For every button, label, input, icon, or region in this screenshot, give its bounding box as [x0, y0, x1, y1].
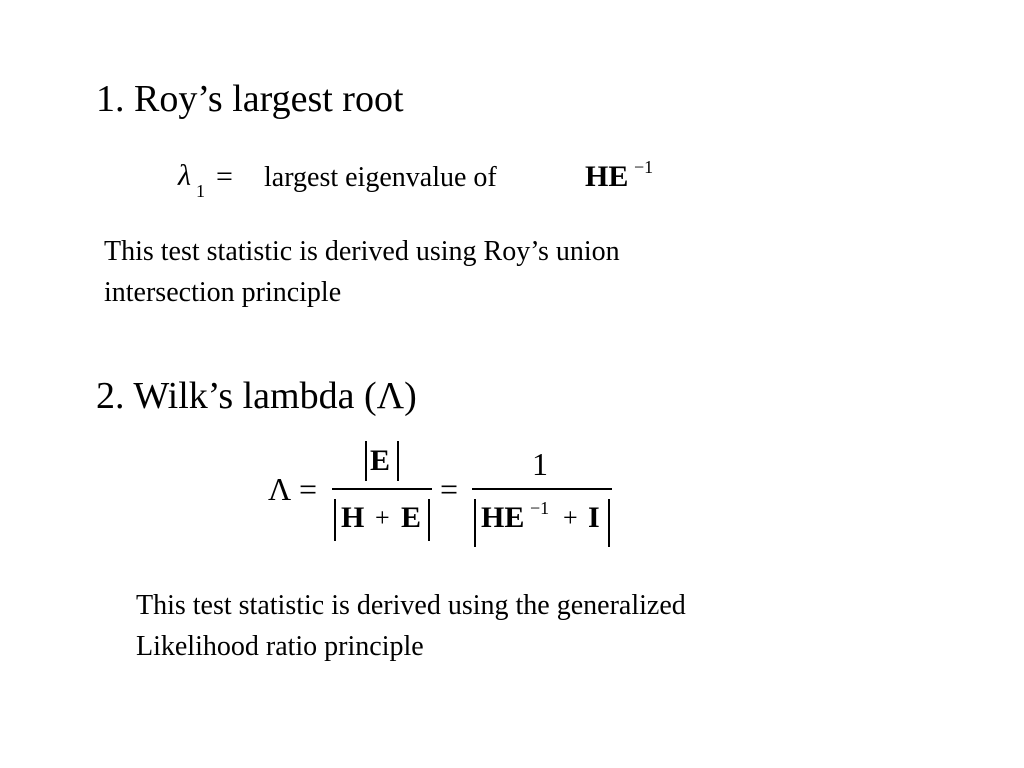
determinant-bar — [334, 499, 336, 541]
note-line: This test statistic is derived using Roy’s union — [104, 236, 620, 267]
determinant-bar — [474, 499, 476, 547]
equals-sign: = — [440, 471, 459, 507]
note-line: intersection principle — [104, 277, 342, 308]
determinant-bar — [397, 441, 399, 481]
denominator-he: HE — [481, 501, 525, 534]
section-2-heading: 2. Wilk’s lambda (Λ) — [96, 375, 417, 417]
lambda-subscript: 1 — [196, 181, 205, 201]
inverse-exponent: −1 — [530, 498, 550, 518]
denominator-h: H — [341, 501, 365, 534]
determinant-bar — [365, 441, 367, 481]
equals-sign: = — [216, 160, 233, 193]
inverse-exponent: −1 — [634, 157, 654, 177]
equals-sign: = — [299, 471, 318, 507]
section-1-heading: 1. Roy’s largest root — [96, 78, 404, 120]
plus-sign: + — [375, 503, 390, 532]
section-1-note — [104, 231, 620, 313]
fraction-line — [472, 488, 612, 490]
determinant-bar — [428, 499, 430, 541]
numerator-one: 1 — [532, 446, 548, 482]
lambda-symbol: λ — [178, 159, 191, 192]
plus-sign: + — [563, 503, 578, 532]
numerator-e: E — [370, 444, 391, 477]
he-matrix: HE — [585, 160, 629, 193]
identity-i: I — [588, 501, 600, 534]
note-line: This test statistic is derived using the generalized — [136, 590, 686, 621]
note-line: Likelihood ratio principle — [136, 631, 424, 662]
determinant-bar — [608, 499, 610, 547]
section-2-note — [136, 585, 686, 667]
denominator-e: E — [401, 501, 422, 534]
formula-text: largest eigenvalue of — [264, 162, 497, 193]
Lambda-symbol: Λ — [268, 471, 292, 507]
fraction-line — [332, 488, 432, 490]
